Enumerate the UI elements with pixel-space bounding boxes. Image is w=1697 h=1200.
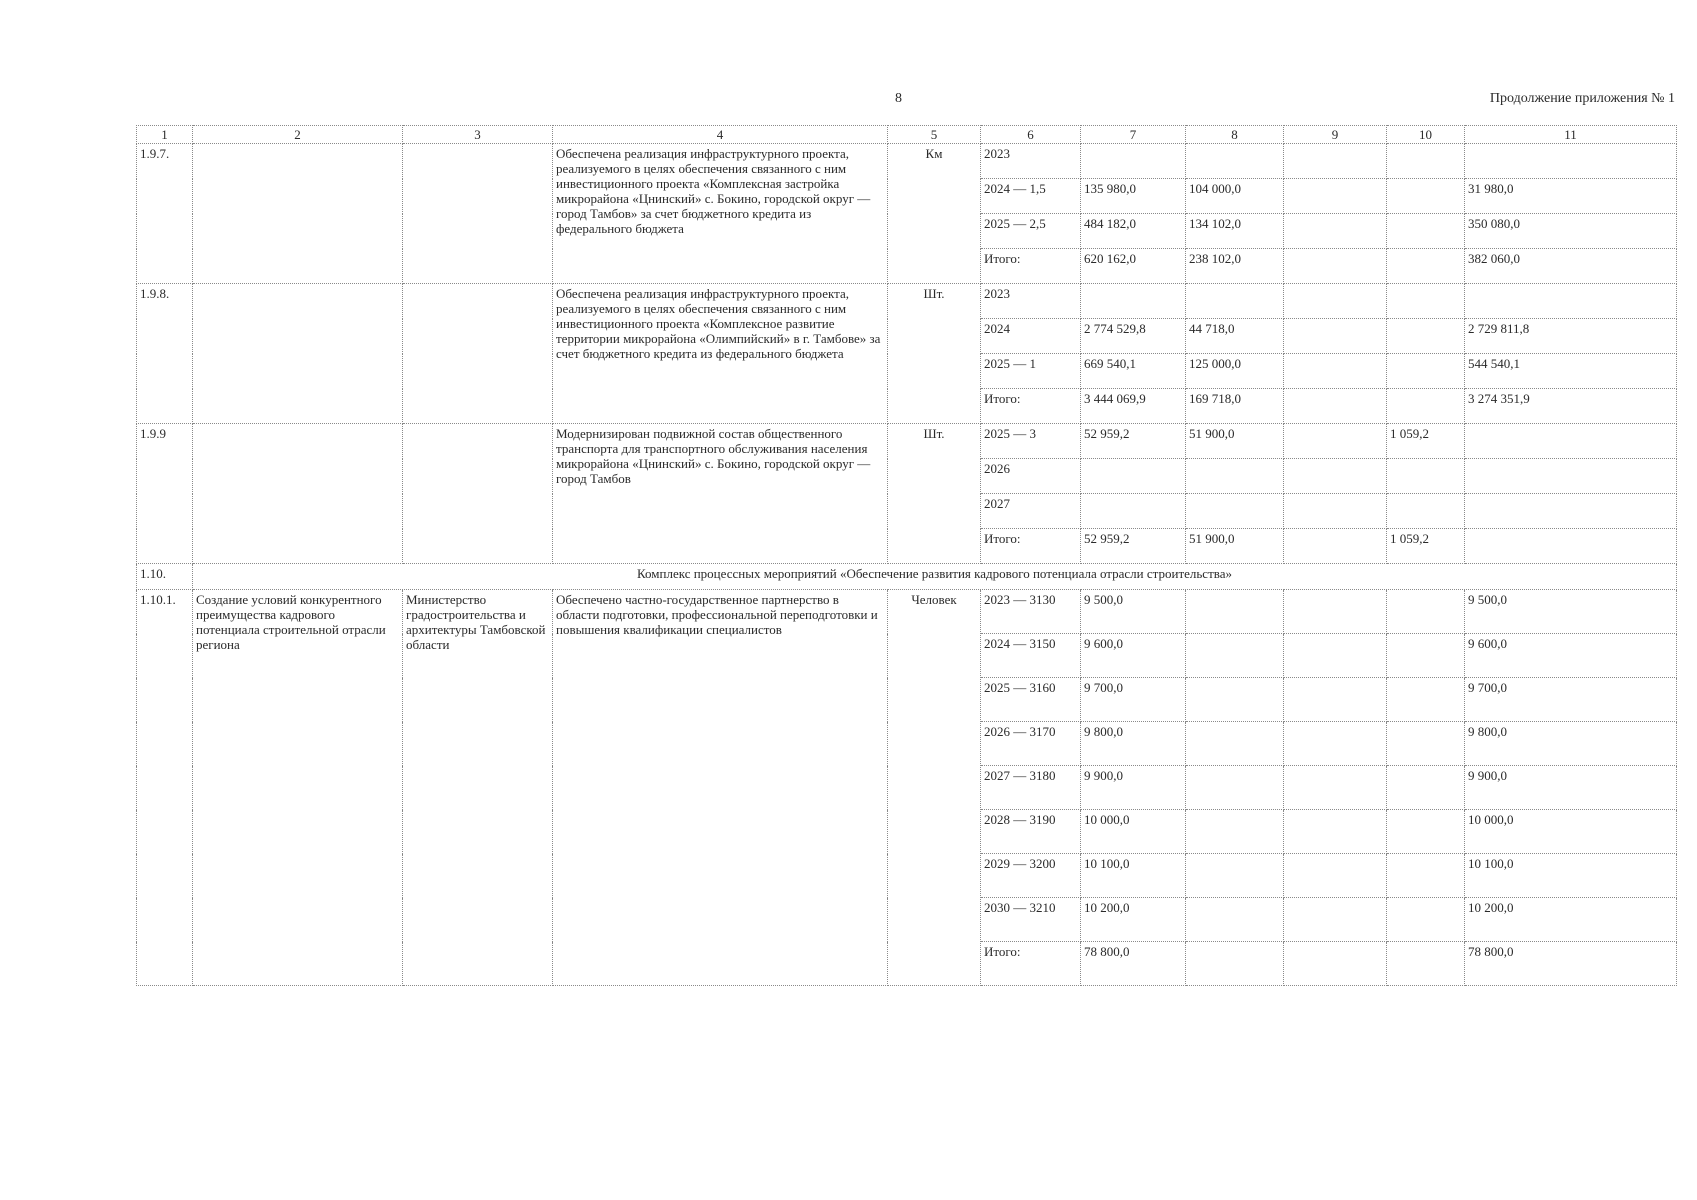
result-description: Модернизирован подвижной состав общественного транспорта для транспортного обслуживания населения микрорайона «Цнинский» с. Бокино, городской округ — город Тамбов: [553, 424, 888, 564]
value-cell: 3 444 069,9: [1081, 389, 1186, 424]
column-number: 11: [1465, 126, 1677, 144]
value-cell: 2 774 529,8: [1081, 319, 1186, 354]
value-cell: [1186, 722, 1284, 766]
value-cell: 104 000,0: [1186, 179, 1284, 214]
value-cell: [1186, 678, 1284, 722]
event-name-cell: Создание условий конкурентного преимущества кадрового потенциала строительной отрасли региона: [193, 590, 403, 986]
year-cell: 2025 — 3: [981, 424, 1081, 459]
value-cell: [1465, 424, 1677, 459]
value-cell: 51 900,0: [1186, 424, 1284, 459]
value-cell: 51 900,0: [1186, 529, 1284, 564]
column-number: 8: [1186, 126, 1284, 144]
year-cell: 2026: [981, 459, 1081, 494]
value-cell: 9 900,0: [1081, 766, 1186, 810]
event-name-cell: [193, 144, 403, 284]
value-cell: 9 900,0: [1465, 766, 1677, 810]
value-cell: [1387, 179, 1465, 214]
value-cell: [1387, 144, 1465, 179]
event-name-cell: [193, 284, 403, 424]
responsible-cell: [403, 144, 553, 284]
value-cell: [1284, 634, 1387, 678]
year-cell: Итого:: [981, 249, 1081, 284]
value-cell: [1284, 319, 1387, 354]
value-cell: 238 102,0: [1186, 249, 1284, 284]
year-cell: Итого:: [981, 942, 1081, 986]
value-cell: [1284, 249, 1387, 284]
value-cell: [1186, 494, 1284, 529]
value-cell: [1465, 494, 1677, 529]
value-cell: [1387, 898, 1465, 942]
value-cell: 3 274 351,9: [1465, 389, 1677, 424]
value-cell: 10 000,0: [1465, 810, 1677, 854]
result-description: Обеспечена реализация инфраструктурного проекта, реализуемого в целях обеспечения связанного с ним инвестиционного проекта «Комплексная застройка микрорайона «Цнинский» с. Бокино, городской округ — город Тамбов» за счет бюджетного кредита из федерального бюджета: [553, 144, 888, 284]
value-cell: [1387, 319, 1465, 354]
value-cell: 9 800,0: [1081, 722, 1186, 766]
value-cell: [1284, 354, 1387, 389]
section-row: [137, 564, 1677, 590]
value-cell: [1284, 678, 1387, 722]
value-cell: [1465, 529, 1677, 564]
year-cell: 2024 — 3150: [981, 634, 1081, 678]
value-cell: [1284, 459, 1387, 494]
value-cell: [1284, 590, 1387, 634]
year-cell: 2025 — 3160: [981, 678, 1081, 722]
value-cell: [1284, 722, 1387, 766]
column-number: 7: [1081, 126, 1186, 144]
value-cell: [1387, 722, 1465, 766]
value-cell: [1081, 284, 1186, 319]
column-number: 6: [981, 126, 1081, 144]
year-cell: 2026 — 3170: [981, 722, 1081, 766]
responsible-cell: [403, 284, 553, 424]
value-cell: 10 200,0: [1465, 898, 1677, 942]
value-cell: [1387, 590, 1465, 634]
year-cell: 2025 — 1: [981, 354, 1081, 389]
year-cell: 2025 — 2,5: [981, 214, 1081, 249]
value-cell: [1465, 284, 1677, 319]
year-cell: 2024: [981, 319, 1081, 354]
column-number: 3: [403, 126, 553, 144]
value-cell: 9 500,0: [1465, 590, 1677, 634]
value-cell: [1081, 494, 1186, 529]
value-cell: [1284, 144, 1387, 179]
year-cell: Итого:: [981, 389, 1081, 424]
table-row: [137, 284, 1677, 319]
value-cell: [1186, 144, 1284, 179]
year-cell: 2024 — 1,5: [981, 179, 1081, 214]
value-cell: [1284, 529, 1387, 564]
value-cell: [1284, 424, 1387, 459]
value-cell: 9 800,0: [1465, 722, 1677, 766]
value-cell: 382 060,0: [1465, 249, 1677, 284]
value-cell: [1387, 942, 1465, 986]
row-id: 1.9.9: [137, 424, 193, 564]
year-cell: 2027: [981, 494, 1081, 529]
value-cell: [1387, 494, 1465, 529]
table-row: [137, 424, 1677, 459]
unit-cell: Шт.: [888, 424, 981, 564]
value-cell: [1387, 678, 1465, 722]
value-cell: [1284, 854, 1387, 898]
value-cell: [1284, 766, 1387, 810]
value-cell: [1284, 898, 1387, 942]
value-cell: 10 100,0: [1081, 854, 1186, 898]
value-cell: 78 800,0: [1465, 942, 1677, 986]
value-cell: [1284, 284, 1387, 319]
event-name-cell: [193, 424, 403, 564]
value-cell: 350 080,0: [1465, 214, 1677, 249]
value-cell: 2 729 811,8: [1465, 319, 1677, 354]
value-cell: 135 980,0: [1081, 179, 1186, 214]
year-cell: 2023 — 3130: [981, 590, 1081, 634]
column-number: 5: [888, 126, 981, 144]
value-cell: 10 200,0: [1081, 898, 1186, 942]
value-cell: [1186, 898, 1284, 942]
column-number: 9: [1284, 126, 1387, 144]
program-table: [136, 125, 1677, 986]
row-id: 1.10.1.: [137, 590, 193, 986]
value-cell: [1081, 459, 1186, 494]
value-cell: 1 059,2: [1387, 424, 1465, 459]
value-cell: 484 182,0: [1081, 214, 1186, 249]
column-number: 2: [193, 126, 403, 144]
column-number: 1: [137, 126, 193, 144]
year-cell: 2028 — 3190: [981, 810, 1081, 854]
value-cell: [1387, 354, 1465, 389]
value-cell: 669 540,1: [1081, 354, 1186, 389]
value-cell: [1387, 249, 1465, 284]
value-cell: [1081, 144, 1186, 179]
value-cell: 9 600,0: [1081, 634, 1186, 678]
value-cell: [1284, 179, 1387, 214]
table-row: [137, 590, 1677, 634]
year-cell: 2023: [981, 144, 1081, 179]
value-cell: [1387, 634, 1465, 678]
value-cell: 620 162,0: [1081, 249, 1186, 284]
value-cell: 31 980,0: [1465, 179, 1677, 214]
value-cell: [1387, 766, 1465, 810]
unit-cell: Шт.: [888, 284, 981, 424]
value-cell: [1387, 854, 1465, 898]
value-cell: 9 500,0: [1081, 590, 1186, 634]
year-cell: 2023: [981, 284, 1081, 319]
page-number: 8: [895, 91, 902, 106]
value-cell: [1387, 284, 1465, 319]
value-cell: [1186, 942, 1284, 986]
value-cell: [1284, 942, 1387, 986]
column-number-row: [137, 126, 1677, 144]
value-cell: 52 959,2: [1081, 424, 1186, 459]
unit-cell: Человек: [888, 590, 981, 986]
value-cell: 544 540,1: [1465, 354, 1677, 389]
row-id: 1.9.7.: [137, 144, 193, 284]
value-cell: [1186, 766, 1284, 810]
continuation-label: Продолжение приложения № 1: [1489, 91, 1675, 106]
value-cell: [1284, 494, 1387, 529]
value-cell: [1387, 214, 1465, 249]
value-cell: [1284, 214, 1387, 249]
value-cell: [1387, 810, 1465, 854]
section-title: Комплекс процессных мероприятий «Обеспечение развития кадрового потенциала отрасли строительства»: [193, 564, 1677, 590]
value-cell: 125 000,0: [1186, 354, 1284, 389]
value-cell: [1387, 389, 1465, 424]
year-cell: 2029 — 3200: [981, 854, 1081, 898]
value-cell: [1284, 810, 1387, 854]
value-cell: 9 700,0: [1465, 678, 1677, 722]
value-cell: 9 700,0: [1081, 678, 1186, 722]
result-description: Обеспечена реализация инфраструктурного проекта, реализуемого в целях обеспечения связанного с ним инвестиционного проекта «Комплексное развитие территории микрорайона «Олимпийский» в г. Тамбове» за счет бюджетного кредита из федерального бюджета: [553, 284, 888, 424]
unit-cell: Км: [888, 144, 981, 284]
value-cell: 44 718,0: [1186, 319, 1284, 354]
value-cell: [1186, 634, 1284, 678]
responsible-cell: [403, 424, 553, 564]
value-cell: [1186, 284, 1284, 319]
value-cell: [1186, 854, 1284, 898]
value-cell: [1186, 590, 1284, 634]
value-cell: [1465, 459, 1677, 494]
column-number: 10: [1387, 126, 1465, 144]
value-cell: 10 000,0: [1081, 810, 1186, 854]
value-cell: [1186, 459, 1284, 494]
value-cell: 134 102,0: [1186, 214, 1284, 249]
value-cell: [1465, 144, 1677, 179]
responsible-cell: Министерство градостроительства и архитектуры Тамбовской области: [403, 590, 553, 986]
value-cell: 9 600,0: [1465, 634, 1677, 678]
value-cell: [1186, 810, 1284, 854]
row-id: 1.9.8.: [137, 284, 193, 424]
value-cell: [1387, 459, 1465, 494]
year-cell: 2030 — 3210: [981, 898, 1081, 942]
table-row: [137, 144, 1677, 179]
section-id: 1.10.: [137, 564, 193, 590]
value-cell: 78 800,0: [1081, 942, 1186, 986]
value-cell: [1284, 389, 1387, 424]
value-cell: 10 100,0: [1465, 854, 1677, 898]
value-cell: 1 059,2: [1387, 529, 1465, 564]
value-cell: 169 718,0: [1186, 389, 1284, 424]
year-cell: 2027 — 3180: [981, 766, 1081, 810]
year-cell: Итого:: [981, 529, 1081, 564]
value-cell: 52 959,2: [1081, 529, 1186, 564]
column-number: 4: [553, 126, 888, 144]
result-description: Обеспечено частно-государственное партнерство в области подготовки, профессиональной переподготовки и повышения квалификации специалистов: [553, 590, 888, 986]
